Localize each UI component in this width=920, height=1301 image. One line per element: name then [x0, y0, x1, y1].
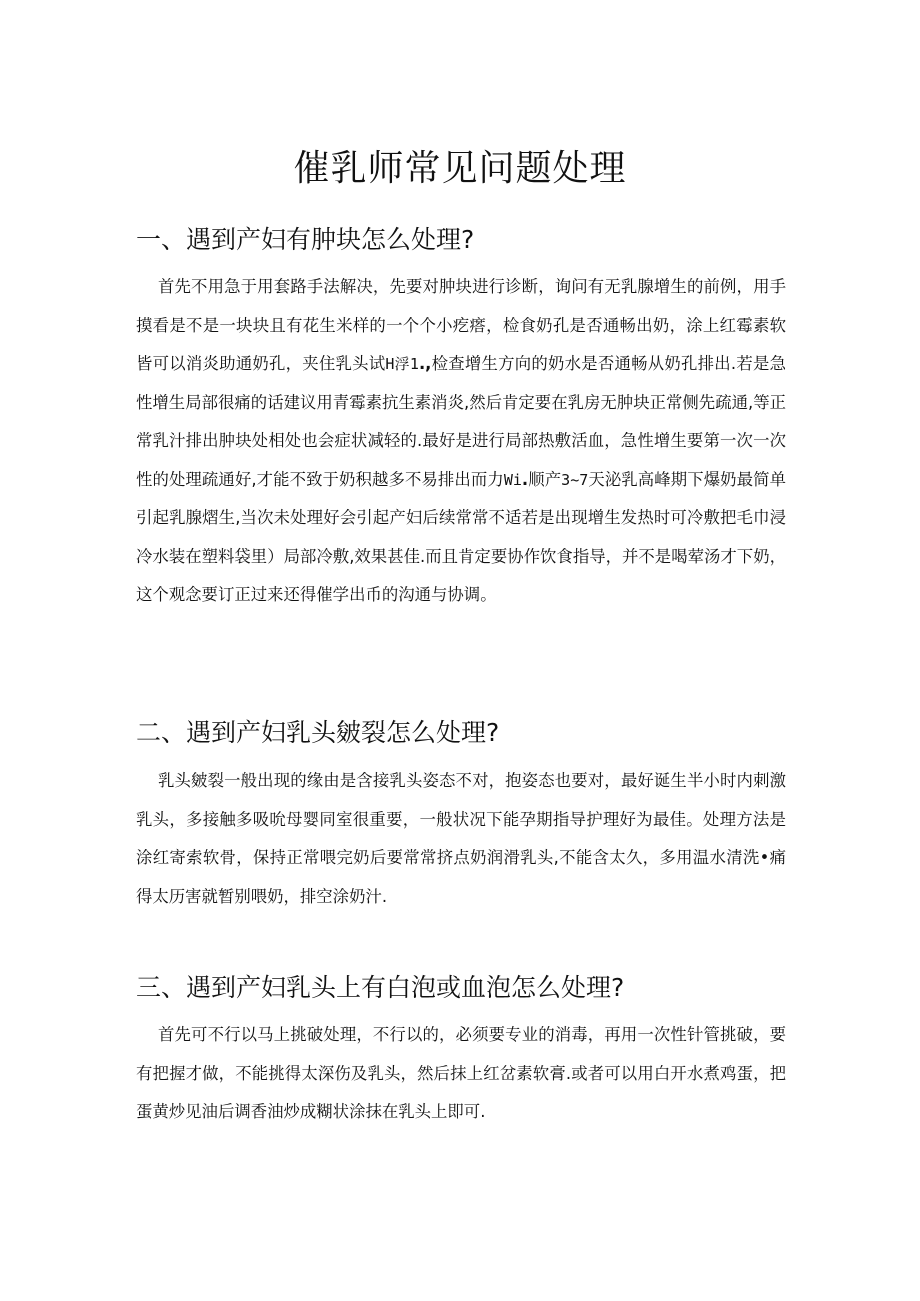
- garbled-text: Wi: [503, 470, 522, 489]
- section-heading-3: 三、遇到产妇乳头上有白泡或血泡怎么处理?: [136, 973, 625, 1002]
- paragraph-text: 天泌乳高峰期下爆奶最简单引起乳腺熠生,当次未处理好会引起产妇后续常常不适若是出现增生发热时可冷敷把毛巾浸冷水装在塑料袋里）局部冷敷,效果甚佳.而且肯定要协作饮食指导，并不是喝荤汤才下奶，这个观念要订正过来还得催学出币的沟通与协调。: [136, 469, 787, 604]
- paragraph-text: 检查增生方向的奶水是否通畅从奶孔排出.若是急性增生局部很痛的话建议用青霉素抗生素消炎,然后肯定要在乳房无肿块正常侧先疏通,等正常乳汁排出肿块处相处也会症状减轻的.最好是进行局部热敷活血，急性增生要第一次一次性的处理疏通好,才能不致于奶积越多不易排出而力: [136, 354, 787, 489]
- section-heading-1: 一、遇到产妇有肿块怎么处理?: [136, 225, 475, 254]
- punctuation: .: [521, 469, 529, 489]
- punctuation: .,: [418, 354, 432, 373]
- page-title: 催乳师常见问题处理: [293, 148, 627, 189]
- paragraph-text: 顺产: [528, 469, 562, 489]
- section-paragraph-3: 首先可不行以马上挑破处理，不行以的，必须要专业的消毒，再用一次性针管挑破，要有把握才做，不能挑得太深伤及乳头，然后抹上红岔素软膏.或者可以用白开水煮鸡蛋，把蛋黄炒见油后调香油炒成糊状涂抹在乳头上即可.: [136, 1025, 786, 1121]
- paragraph-text: 首先不用急于用套路手法解决，先要对肿块进行诊断，询问有无乳腺增生的前例，用手摸看是不是一块块且有花生米样的一个个小疙瘩，检食奶孔是否通畅出奶，涂上红霉素软皆可以消炎助通奶孔，夹住乳头试: [136, 277, 786, 373]
- day-range: 3~7: [561, 470, 589, 489]
- section-paragraph-1: [136, 268, 786, 615]
- section-paragraph-2: 乳头皴裂一般出现的缘由是含接乳头姿态不对，抱姿态也要对，最好诞生半小时内刺激乳头，多接触多吸吮母婴同室很重要，一般状况下能孕期指导护理好为最佳。处理方法是涂红寄索软骨，保持正常喂完奶后要常常挤点奶润滑乳头,不能含太久，多用温水清洗•痛得太历害就暂别喂奶，排空涂奶汁.: [136, 771, 786, 906]
- section-heading-2: 二、遇到产妇乳头皴裂怎么处理?: [136, 718, 500, 747]
- garbled-text: H浮1: [385, 355, 419, 373]
